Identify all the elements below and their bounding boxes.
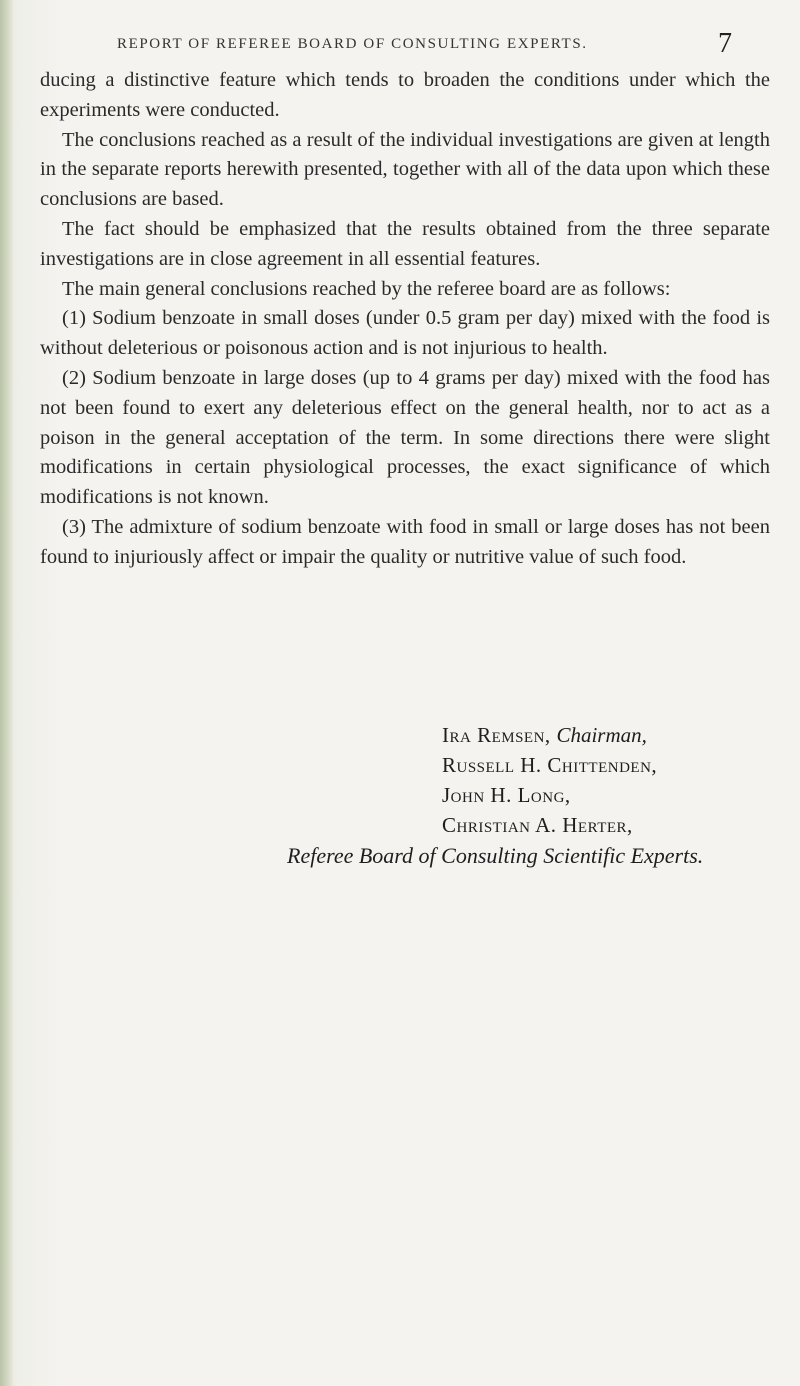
page-number: 7 (718, 28, 732, 59)
signatory-herter (442, 813, 633, 838)
signatory-long (442, 783, 571, 808)
paragraph-continuation: ducing a distinctive feature which tends to broaden the conditions under which the experiments were conducted. (40, 69, 770, 121)
body-text (40, 66, 770, 573)
conclusion-1: (1) Sodium benzoate in small doses (under 0.5 gram per day) mixed with the food is without deleterious or poisonous action and is not injurious to health. (40, 307, 770, 360)
paragraph-agreement: The fact should be emphasized that the results obtained from the three separate investigations are in close agreement in all essential features. (40, 217, 770, 270)
page-edge-shadow (0, 0, 14, 1386)
conclusion-3: (3) The admixture of sodium benzoate with food in small or large doses has not been found to injuriously affect or impair the quality or nutritive value of such food. (40, 515, 770, 568)
signatory-chittenden (442, 753, 657, 778)
running-head: REPORT OF REFEREE BOARD OF CONSULTING EXPERTS. (117, 36, 588, 52)
board-name: Referee Board of Consulting Scientific Experts. (287, 843, 704, 868)
signatory-name: Ira Remsen, (442, 723, 551, 747)
signatory-name: Christian A. Herter, (442, 813, 633, 837)
signatory-remsen (442, 723, 647, 748)
page-header (0, 30, 800, 60)
paragraph-main-conclusions: The main general conclusions reached by the referee board are as follows: (62, 277, 671, 300)
signatory-name: John H. Long, (442, 783, 571, 807)
paragraph-conclusions-given: The conclusions reached as a result of the individual investigations are given at length in the separate reports herewith presented, together with all of the data upon which these conclusions are based. (40, 128, 770, 211)
conclusion-2: (2) Sodium benzoate in large doses (up to 4 grams per day) mixed with the food has not been found to exert any deleterious effect on the general health, nor to act as a poison in the general acceptation of the term. In some directions there were slight modifications in certain physiological processes, the exact significance of which modifications is not known. (40, 366, 770, 509)
signatory-role: Chairman, (556, 723, 647, 747)
signatory-name: Russell H. Chittenden, (442, 753, 658, 777)
